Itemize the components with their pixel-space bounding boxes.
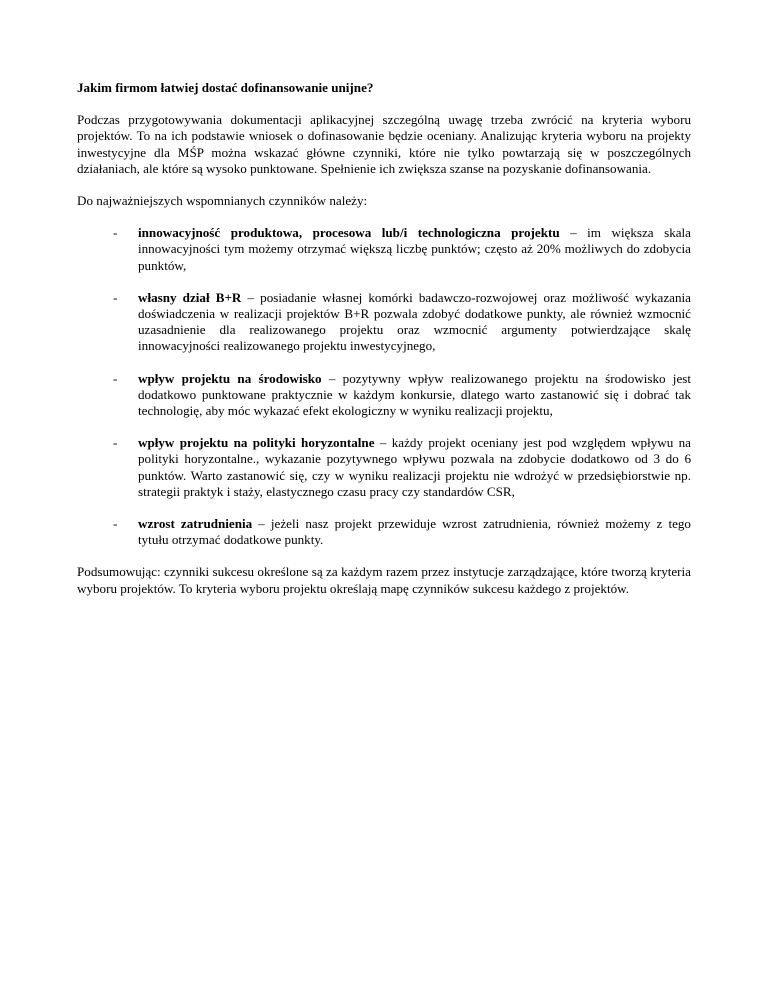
- list-intro-paragraph: Do najważniejszych wspomnianych czynników należy:: [77, 193, 368, 209]
- summary-paragraph: Podsumowując: czynniki sukcesu określone są za każdym razem przez instytucje zarządzające, które tworzą kryteria wyboru projektów. To kryteria wyboru projektu określają mapę czynników sukcesu każdego z projektów.: [77, 564, 691, 596]
- list-item-term: wpływ projektu na polityki horyzontalne: [138, 435, 375, 451]
- list-item-term: innowacyjność produktowa, procesowa lub/i technologiczna projektu: [138, 225, 560, 241]
- dash-bullet: -: [113, 435, 118, 451]
- factors-list: [77, 225, 691, 548]
- list-item: [77, 290, 691, 355]
- list-item-text: – każdy projekt oceniany jest pod względem wpływu na polityki horyzontalne., wykazanie pozytywnego wpływu pozwala na zdobycie dodatkowo od 3 do 6 punktów. Warto zastanowić się, czy w wyniku realizacji projektu nie wdrożyć w przedsiębiorstwie np. strategii praktyk i staży, elastycznego czasu pracy czy standardów CSR,: [138, 435, 691, 499]
- document-page: [77, 80, 691, 613]
- dash-bullet: -: [113, 370, 118, 386]
- list-item-text: – pozytywny wpływ realizowanego projektu na środowisko jest dodatkowo punktowane praktycznie w każdym konkursie, dlatego warto zastanowić się i dobrać tak technologię, aby móc wykazać efekt ekologiczny w wyniku realizacji projektu,: [138, 370, 691, 419]
- list-item-text: – im większa skala innowacyjności tym możemy otrzymać większą liczbę punktów; często aż 20% możliwych do zdobycia punktów,: [138, 225, 691, 273]
- list-item: [77, 435, 691, 500]
- list-item: [77, 225, 691, 274]
- list-item-text: – posiadanie własnej komórki badawczo-rozwojowej oraz możliwość wykazania doświadczenia w realizacji projektów B+R pozwala zdobyć dodatkowe punkty, ale również wzmocnić uzasadnienie dla realizowanego projektu oraz wzmocnić argumenty potwierdzające skalę innowacyjności realizowanego projektu inwestycyjnego,: [138, 289, 691, 354]
- document-title: Jakim firmom łatwiej dostać dofinansowanie unijne?: [77, 80, 374, 95]
- list-item-term: wpływ projektu na środowisko: [138, 370, 322, 386]
- dash-bullet: -: [113, 289, 118, 305]
- dash-bullet: -: [113, 516, 118, 532]
- intro-paragraph: Podczas przygotowywania dokumentacji aplikacyjnej szczególną uwagę trzeba zwrócić na kryteria wyboru projektów. To na ich podstawie wniosek o dofinasowanie będzie oceniany. Analizując kryteria wyboru na projekty inwestycyjne dla MŚP można wskazać główne czynniki, które nie tylko powtarzają się w poszczególnych działaniach, ale które są wysoko punktowane. Spełnienie ich zwiększa szanse na pozyskanie dofinansowania.: [77, 112, 691, 176]
- list-item-text: – jeżeli nasz projekt przewiduje wzrost zatrudnienia, również możemy z tego tytułu otrzymać dodatkowe punkty.: [138, 516, 691, 548]
- list-item: [77, 371, 691, 420]
- list-item: [77, 516, 691, 548]
- dash-bullet: -: [113, 225, 118, 241]
- list-item-term: własny dział B+R: [138, 289, 242, 305]
- list-item-term: wzrost zatrudnienia: [138, 516, 253, 532]
